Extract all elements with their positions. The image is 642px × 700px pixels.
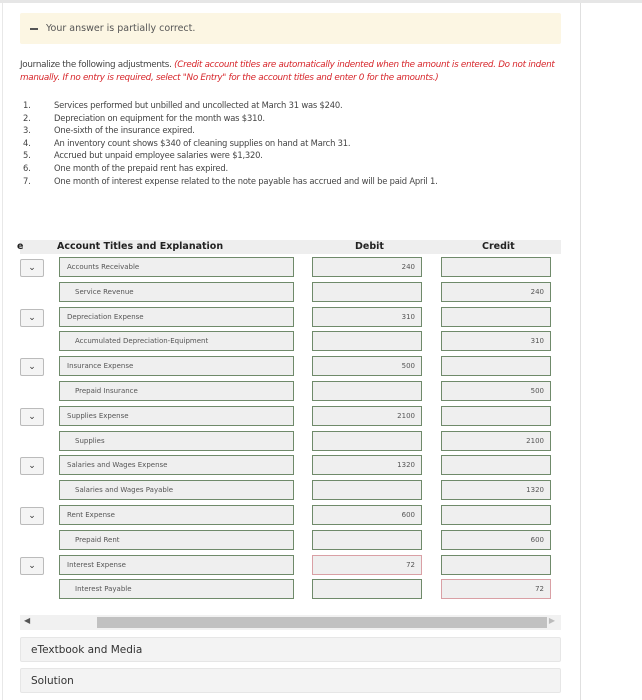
credit-input[interactable] (441, 356, 551, 376)
entry-dropdown[interactable] (20, 408, 44, 426)
item-text: Accrued but unpaid employee salaries were $1,320. (54, 150, 263, 161)
chevron-down-icon: ⌄ (28, 560, 36, 571)
minus-icon (30, 28, 38, 30)
horizontal-scrollbar[interactable] (20, 615, 561, 630)
table-row (0, 579, 580, 599)
instructions-note: (Credit account titles are automatically indented when the amount is entered. Do not indent manually. If no entry is required, select "No Entry" for the account titles and enter 0 for the amounts.) (20, 60, 555, 83)
header-debit: Debit (355, 241, 384, 252)
account-title-input[interactable]: Accumulated Depreciation-Equipment (59, 331, 294, 351)
debit-input[interactable]: 500 (312, 356, 422, 376)
table-row (0, 530, 580, 550)
credit-input[interactable]: 72 (441, 579, 551, 599)
table-row (0, 331, 580, 351)
account-title-input[interactable]: Interest Expense (59, 555, 294, 575)
credit-input[interactable] (441, 257, 551, 277)
list-item (23, 175, 438, 188)
item-text: An inventory count shows $340 of cleaning supplies on hand at March 31. (54, 137, 351, 148)
account-title-input[interactable]: Interest Payable (59, 579, 294, 599)
table-row (0, 356, 580, 376)
account-title-input[interactable]: Supplies (59, 431, 294, 451)
credit-input[interactable]: 600 (441, 530, 551, 550)
entry-dropdown[interactable] (20, 309, 44, 327)
top-border (0, 0, 642, 3)
header-account: Account Titles and Explanation (57, 241, 224, 252)
list-item (23, 124, 438, 137)
credit-input[interactable]: 310 (441, 331, 551, 351)
etextbook-section[interactable]: eTextbook and Media (20, 637, 561, 662)
credit-input[interactable] (441, 406, 551, 426)
account-title-input[interactable]: Service Revenue (59, 282, 294, 302)
account-title-input[interactable]: Depreciation Expense (59, 307, 294, 327)
instructions (20, 59, 565, 85)
credit-input[interactable]: 500 (441, 381, 551, 401)
solution-section[interactable]: Solution (20, 668, 561, 693)
account-title-input[interactable]: Rent Expense (59, 505, 294, 525)
debit-input[interactable] (312, 331, 422, 351)
debit-input[interactable]: 240 (312, 257, 422, 277)
entry-dropdown[interactable] (20, 259, 44, 277)
credit-input[interactable] (441, 555, 551, 575)
list-item (23, 149, 438, 162)
item-number: 5. (23, 150, 31, 161)
credit-input[interactable] (441, 455, 551, 475)
table-row (0, 455, 580, 475)
account-title-input[interactable]: Prepaid Rent (59, 530, 294, 550)
chevron-down-icon: ⌄ (28, 411, 36, 422)
chevron-down-icon: ⌄ (28, 362, 36, 373)
adjustments-list (23, 99, 438, 187)
item-number: 7. (23, 175, 31, 186)
list-item (23, 137, 438, 150)
panel-right-border (580, 3, 581, 700)
account-title-input[interactable]: Prepaid Insurance (59, 381, 294, 401)
table-row (0, 431, 580, 451)
answer-status-banner (20, 13, 561, 44)
account-title-input[interactable]: Accounts Receivable (59, 257, 294, 277)
item-text: Services performed but unbilled and uncollected at March 31 was $240. (54, 100, 343, 110)
list-item (23, 99, 438, 112)
table-row (0, 307, 580, 327)
scroll-left-icon[interactable]: ◀ (24, 616, 31, 625)
table-row (0, 555, 580, 575)
table-row (0, 381, 580, 401)
account-title-input[interactable]: Salaries and Wages Payable (59, 480, 294, 500)
item-text: One month of interest expense related to the note payable has accrued and will be paid April 1. (54, 175, 438, 186)
item-number: 3. (23, 125, 31, 136)
entry-dropdown[interactable] (20, 557, 44, 575)
header-credit: Credit (482, 241, 515, 252)
debit-input[interactable]: 72 (312, 555, 422, 575)
entry-dropdown[interactable] (20, 507, 44, 525)
chevron-down-icon: ⌄ (28, 511, 36, 521)
credit-input[interactable] (441, 505, 551, 525)
debit-input[interactable]: 1320 (312, 455, 422, 475)
table-row (0, 282, 580, 302)
item-text: Depreciation on equipment for the month was $310. (54, 112, 265, 123)
header-partial: e (17, 241, 24, 252)
account-title-input[interactable]: Salaries and Wages Expense (59, 455, 294, 475)
chevron-down-icon: ⌄ (28, 461, 36, 472)
chevron-down-icon: ⌄ (28, 312, 36, 323)
table-header (17, 240, 561, 254)
credit-input[interactable] (441, 307, 551, 327)
table-row (0, 406, 580, 426)
table-row (0, 257, 580, 277)
scroll-right-icon[interactable]: ▶ (548, 616, 555, 625)
debit-input[interactable]: 2100 (312, 406, 422, 426)
item-number: 4. (23, 137, 31, 148)
account-title-input[interactable]: Insurance Expense (59, 356, 294, 376)
item-number: 1. (23, 100, 31, 110)
debit-input[interactable] (312, 381, 422, 401)
instructions-text: Journalize the following adjustments. (20, 60, 175, 70)
table-row (0, 505, 580, 525)
debit-input[interactable] (312, 282, 422, 302)
debit-input[interactable] (312, 579, 422, 599)
list-item (23, 162, 438, 175)
table-row (0, 480, 580, 500)
credit-input[interactable]: 1320 (441, 480, 551, 500)
item-text: One month of the prepaid rent has expired. (54, 162, 228, 173)
debit-input[interactable]: 310 (312, 307, 422, 327)
debit-input[interactable] (312, 480, 422, 500)
item-number: 2. (23, 112, 31, 123)
debit-input[interactable] (312, 431, 422, 451)
answer-status-text: Your answer is partially correct. (46, 23, 196, 34)
debit-input[interactable] (312, 530, 422, 550)
item-text: One-sixth of the insurance expired. (54, 125, 195, 136)
entry-dropdown[interactable] (20, 358, 44, 376)
item-number: 6. (23, 162, 31, 173)
list-item (23, 112, 438, 125)
account-title-input[interactable]: Supplies Expense (59, 406, 294, 426)
credit-input[interactable]: 2100 (441, 431, 551, 451)
chevron-down-icon: ⌄ (28, 263, 36, 273)
credit-input[interactable]: 240 (441, 282, 551, 302)
entry-dropdown[interactable] (20, 457, 44, 475)
scrollbar-thumb[interactable] (97, 617, 547, 628)
debit-input[interactable]: 600 (312, 505, 422, 525)
